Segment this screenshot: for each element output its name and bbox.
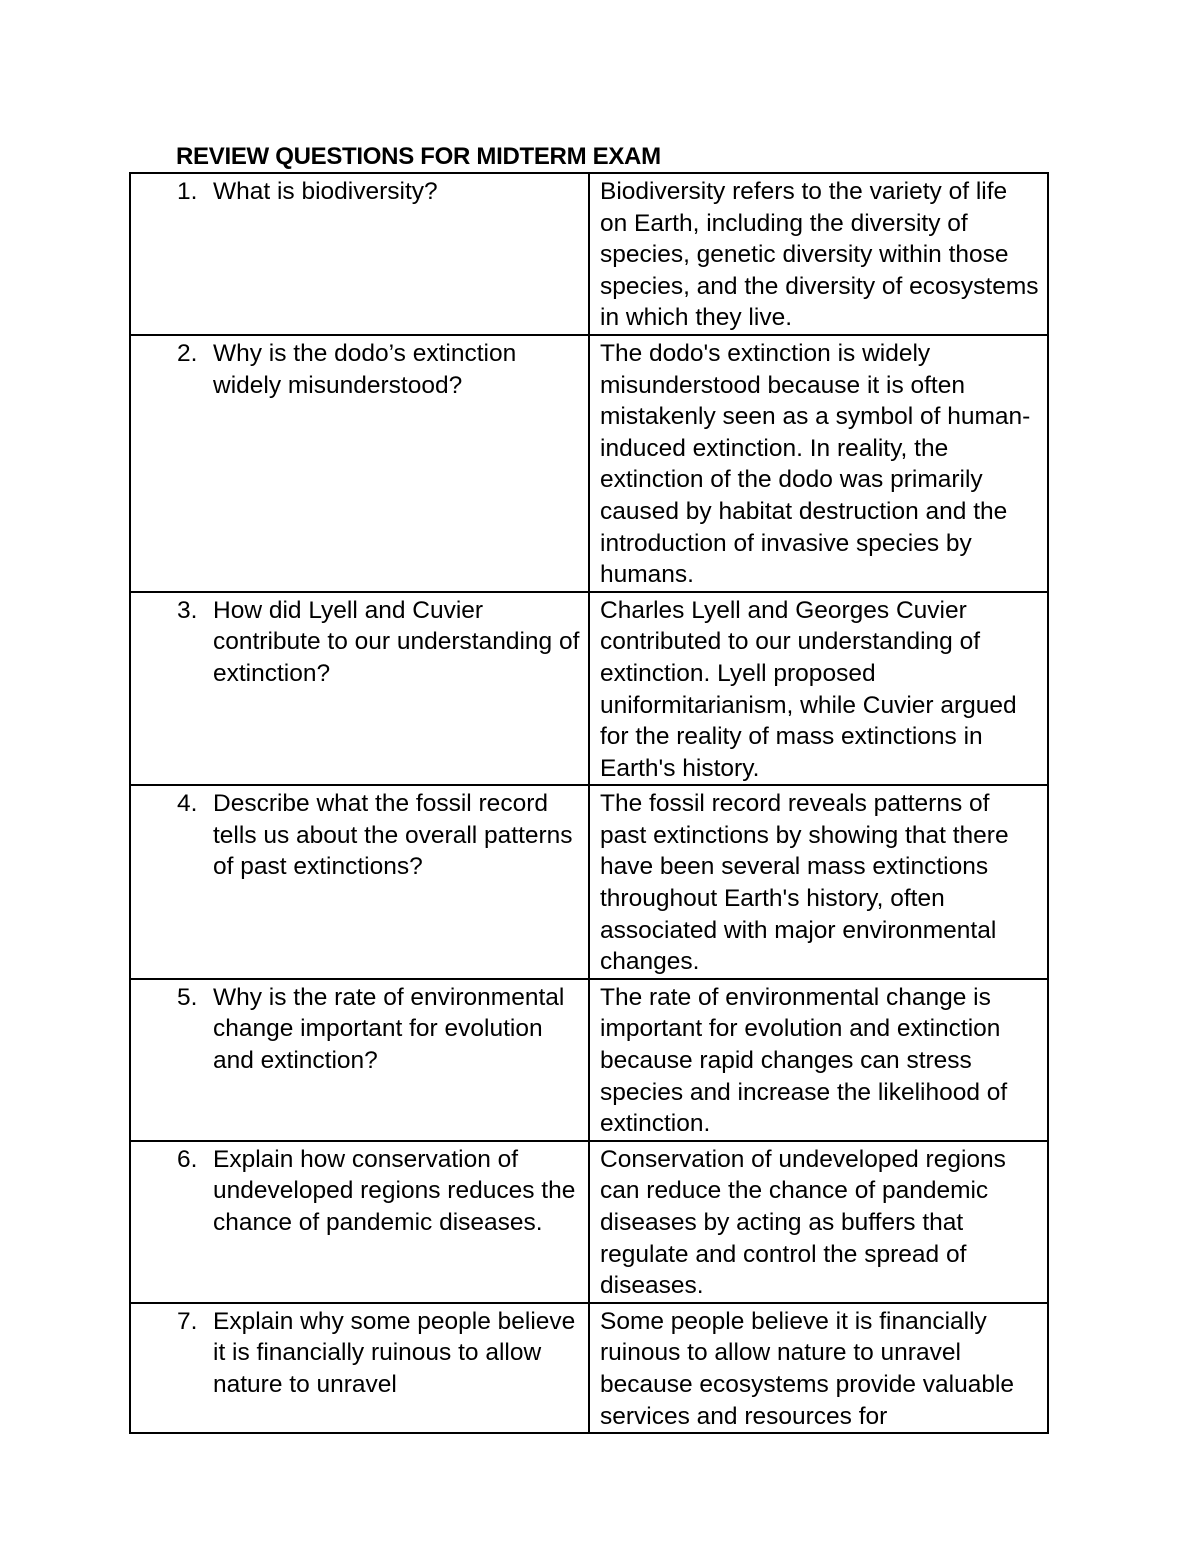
question-number: 5. bbox=[177, 983, 198, 1011]
question-text: How did Lyell and Cuvier contribute to our understanding of extinction? bbox=[213, 596, 580, 687]
question-text: Why is the rate of environmental change important for evolution and extinction? bbox=[213, 983, 565, 1075]
question-cell bbox=[130, 1303, 589, 1433]
answer-cell bbox=[589, 785, 1048, 979]
table-row bbox=[130, 592, 1048, 786]
question-number: 1. bbox=[177, 178, 198, 205]
question-cell bbox=[130, 1141, 589, 1303]
question-text: Explain how conservation of undeveloped regions reduces the chance of pandemic diseases. bbox=[213, 1145, 576, 1236]
question-cell bbox=[130, 173, 589, 335]
answer-text: Charles Lyell and Georges Cuvier contributed to our understanding of extinction. Lyell proposed uniformitarianism, while Cuvier argued for the reality of mass extinctions in Earth's history. bbox=[600, 596, 1017, 782]
table-row bbox=[130, 979, 1048, 1141]
answer-cell bbox=[589, 592, 1048, 786]
answer-text: Some people believe it is financially ruinous to allow nature to unravel because ecosystems provide valuable services and resources for bbox=[600, 1307, 1015, 1430]
question-text: Explain why some people believe it is financially ruinous to allow nature to unravel bbox=[213, 1307, 576, 1398]
table-row bbox=[130, 173, 1048, 335]
question-text: Why is the dodo’s extinction widely misunderstood? bbox=[213, 339, 517, 399]
answer-cell bbox=[589, 979, 1048, 1141]
question-number: 4. bbox=[177, 790, 198, 818]
answer-text: Biodiversity refers to the variety of life on Earth, including the diversity of species, genetic diversity within those species, and the diversity of ecosystems in which they live. bbox=[600, 178, 1039, 332]
page-title: REVIEW QUESTIONS FOR MIDTERM EXAM bbox=[176, 143, 661, 170]
table-row bbox=[130, 785, 1048, 979]
table-row bbox=[130, 335, 1048, 592]
table-row bbox=[130, 1303, 1048, 1433]
question-text: What is biodiversity? bbox=[213, 178, 438, 205]
answer-cell bbox=[589, 335, 1048, 592]
question-number: 7. bbox=[177, 1307, 198, 1335]
answer-cell bbox=[589, 173, 1048, 335]
question-number: 6. bbox=[177, 1145, 198, 1173]
question-cell bbox=[130, 335, 589, 592]
answer-cell bbox=[589, 1303, 1048, 1433]
answer-cell bbox=[589, 1141, 1048, 1303]
question-number: 3. bbox=[177, 596, 198, 624]
table-row bbox=[130, 1141, 1048, 1303]
answer-text: The rate of environmental change is important for evolution and extinction because rapid changes can stress species and increase the likelihood of extinction. bbox=[600, 983, 1008, 1138]
answer-text: Conservation of undeveloped regions can reduce the chance of pandemic diseases by acting as buffers that regulate and control the spread of diseases. bbox=[600, 1145, 1006, 1300]
question-cell bbox=[130, 979, 589, 1141]
question-cell bbox=[130, 592, 589, 786]
review-questions-table bbox=[129, 172, 1049, 1434]
question-number: 2. bbox=[177, 339, 198, 367]
question-cell bbox=[130, 785, 589, 979]
question-text: Describe what the fossil record tells us about the overall patterns of past extinctions? bbox=[213, 790, 573, 881]
answer-text: The dodo's extinction is widely misunderstood because it is often mistakenly seen as a symbol of human-induced extinction. In reality, the extinction of the dodo was primarily caused by habitat destruction and the introduction of invasive species by humans. bbox=[600, 339, 1031, 589]
answer-text: The fossil record reveals patterns of past extinctions by showing that there have been several mass extinctions throughout Earth's history, often associated with major environmental changes. bbox=[600, 790, 1009, 976]
